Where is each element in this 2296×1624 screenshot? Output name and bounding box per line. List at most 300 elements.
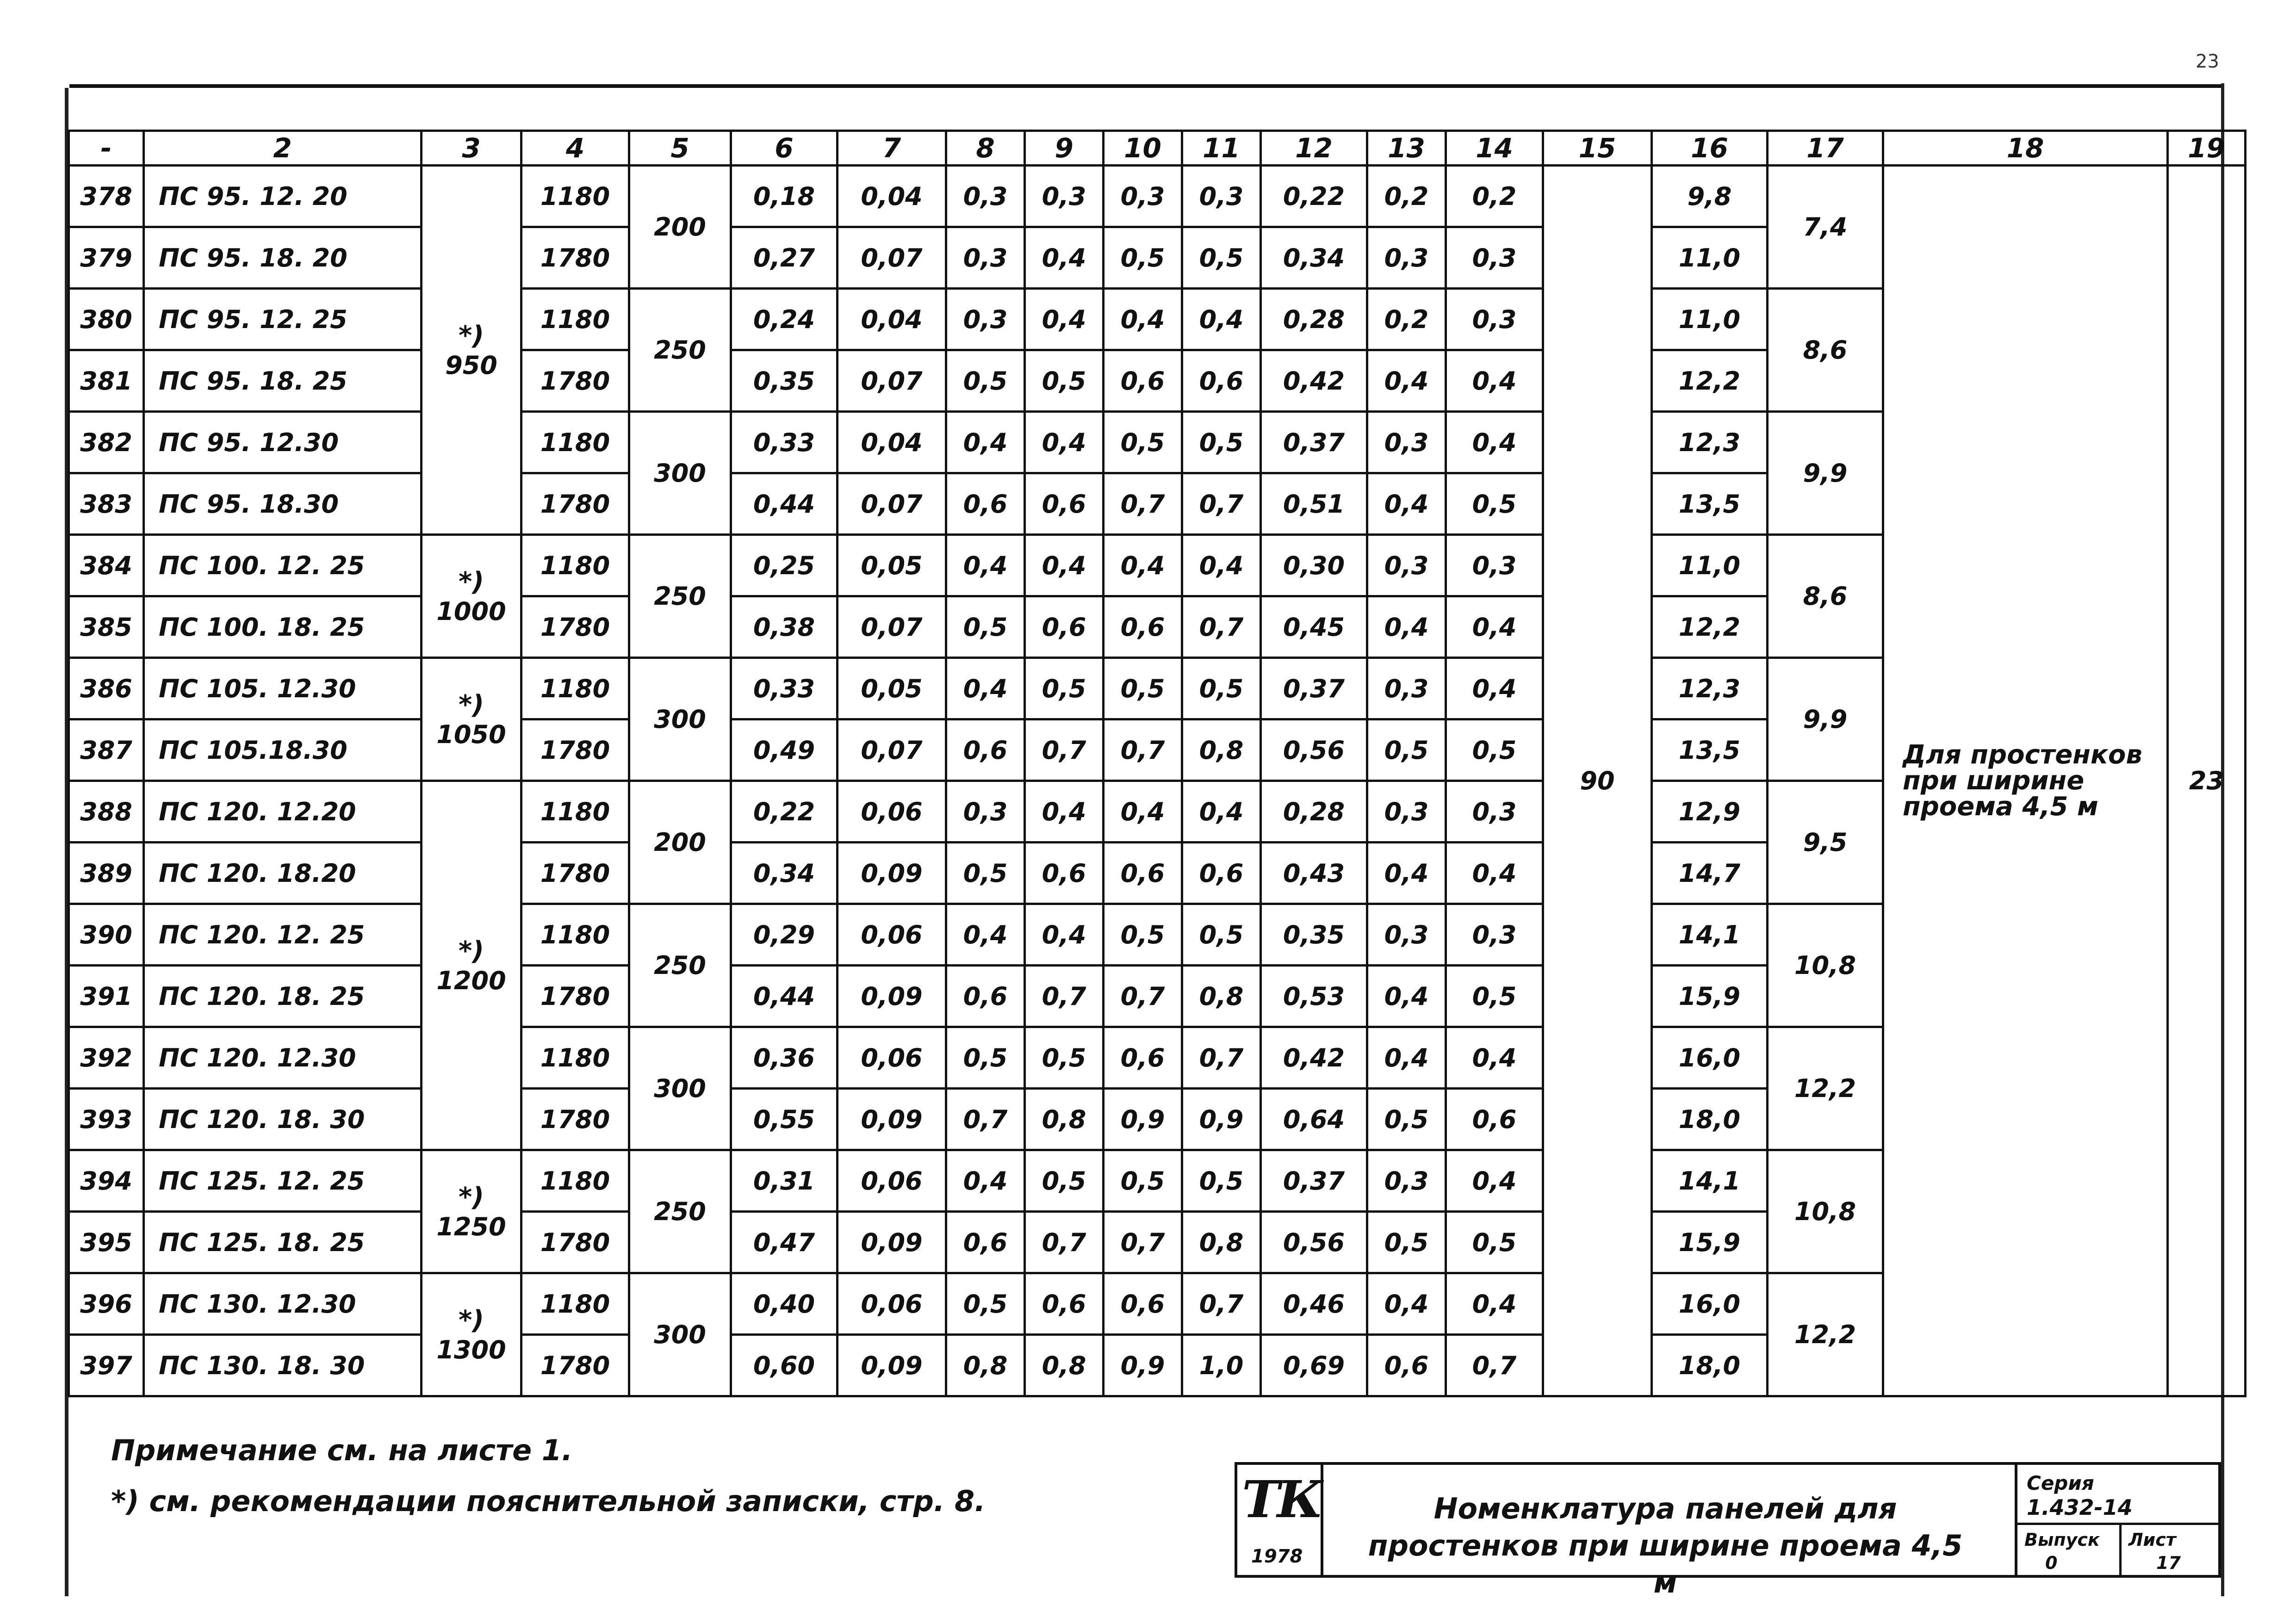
c9-value: 0,4 [1025,904,1104,966]
c7-value: 0,09 [838,1089,946,1150]
c11-value: 0,6 [1182,350,1261,412]
footnote-star: *) [459,1182,484,1212]
c12-value: 0,51 [1261,473,1367,535]
stamp-sheet: 17 [2156,1553,2181,1573]
row-number: 388 [69,781,144,843]
notes [111,1425,986,1527]
col3-value: 1250 [436,1212,506,1241]
c11-value: 0,8 [1182,1212,1261,1273]
row-number: 393 [69,1089,144,1150]
col16-value: 18,0 [1652,1089,1768,1150]
col3-value: 1000 [436,596,506,626]
col4-value: 1180 [521,289,629,350]
c6-value: 0,49 [731,719,838,781]
c7-value: 0,04 [838,412,946,473]
c12-value: 0,30 [1261,535,1367,596]
c7-value: 0,07 [838,350,946,412]
row-number: 378 [69,166,144,227]
c13-value: 0,5 [1367,1212,1446,1273]
stamp-divider-vertical [2119,1523,2122,1575]
c6-value: 0,27 [731,227,838,289]
c7-value: 0,07 [838,596,946,658]
c7-value: 0,07 [838,473,946,535]
col16-value: 13,5 [1652,719,1768,781]
header-cell-8: 8 [946,131,1025,166]
col17-group: 9,9 [1768,412,1883,535]
col5-group: 200 [629,166,731,289]
c14-value: 0,4 [1446,658,1543,719]
c8-value: 0,6 [946,966,1025,1027]
c7-value: 0,05 [838,535,946,596]
c9-value: 0,7 [1025,719,1104,781]
c9-value: 0,5 [1025,350,1104,412]
c10-value: 0,5 [1104,412,1182,473]
c9-value: 0,6 [1025,1273,1104,1335]
row-number: 390 [69,904,144,966]
c14-value: 0,4 [1446,1150,1543,1212]
footnote-star: *) [459,936,484,966]
c8-value: 0,3 [946,166,1025,227]
c6-value: 0,44 [731,473,838,535]
c11-value: 0,5 [1182,412,1261,473]
stamp-sheet-label: Лист [2128,1530,2176,1550]
col16-value: 18,0 [1652,1335,1768,1396]
header-cell-18: 18 [1883,131,2168,166]
c11-value: 0,5 [1182,658,1261,719]
c11-value: 0,4 [1182,781,1261,843]
c11-value: 0,3 [1182,166,1261,227]
col3-group [422,658,521,781]
c12-value: 0,45 [1261,596,1367,658]
c14-value: 0,4 [1446,412,1543,473]
c8-value: 0,5 [946,1027,1025,1089]
panel-mark: ПС 95. 18. 25 [144,350,422,412]
c11-value: 0,5 [1182,227,1261,289]
c10-value: 0,5 [1104,1150,1182,1212]
c10-value: 0,9 [1104,1335,1182,1396]
col4-value: 1780 [521,473,629,535]
c12-value: 0,34 [1261,227,1367,289]
footnote-star: *) [459,320,484,351]
col4-value: 1780 [521,719,629,781]
panel-spec-table [68,130,2246,1397]
c11-value: 0,6 [1182,843,1261,904]
c6-value: 0,31 [731,1150,838,1212]
c7-value: 0,06 [838,1027,946,1089]
c12-value: 0,43 [1261,843,1367,904]
header-cell-5: 5 [629,131,731,166]
col5-group: 200 [629,781,731,904]
c6-value: 0,35 [731,350,838,412]
c7-value: 0,04 [838,289,946,350]
c11-value: 0,7 [1182,1273,1261,1335]
frame-top-line [69,84,2221,88]
c13-value: 0,3 [1367,535,1446,596]
c13-value: 0,3 [1367,658,1446,719]
table-header-row [69,131,2246,166]
c11-value: 1,0 [1182,1335,1261,1396]
c13-value: 0,2 [1367,289,1446,350]
row-number: 391 [69,966,144,1027]
c9-value: 0,4 [1025,412,1104,473]
panel-mark: ПС 120. 12.30 [144,1027,422,1089]
c9-value: 0,5 [1025,1027,1104,1089]
col16-value: 14,1 [1652,904,1768,966]
c7-value: 0,07 [838,227,946,289]
c9-value: 0,4 [1025,781,1104,843]
row-number: 381 [69,350,144,412]
c10-value: 0,7 [1104,719,1182,781]
c7-value: 0,09 [838,843,946,904]
col17-group: 7,4 [1768,166,1883,289]
c11-value: 0,8 [1182,719,1261,781]
col16-value: 12,2 [1652,350,1768,412]
c11-value: 0,4 [1182,535,1261,596]
c11-value: 0,5 [1182,904,1261,966]
panel-mark: ПС 125. 12. 25 [144,1150,422,1212]
col17-group: 10,8 [1768,904,1883,1027]
panel-mark: ПС 120. 18. 30 [144,1089,422,1150]
c6-value: 0,44 [731,966,838,1027]
panel-mark: ПС 95. 12.30 [144,412,422,473]
stamp-issue-label: Выпуск [2024,1530,2100,1550]
c8-value: 0,7 [946,1089,1025,1150]
c14-value: 0,5 [1446,719,1543,781]
col4-value: 1180 [521,412,629,473]
c7-value: 0,07 [838,719,946,781]
c13-value: 0,4 [1367,966,1446,1027]
col16-value: 12,9 [1652,781,1768,843]
col4-value: 1180 [521,781,629,843]
c13-value: 0,4 [1367,473,1446,535]
c10-value: 0,7 [1104,1212,1182,1273]
panel-mark: ПС 120. 18.20 [144,843,422,904]
header-cell-11: 11 [1182,131,1261,166]
note-line-1: Примечание см. на листе 1. [111,1433,573,1467]
c8-value: 0,5 [946,596,1025,658]
c14-value: 0,4 [1446,1027,1543,1089]
col18-note: Для простенков при ширине проема 4,5 м [1883,166,2168,1396]
col5-group: 250 [629,904,731,1027]
c14-value: 0,5 [1446,473,1543,535]
col3-group [422,535,521,658]
c7-value: 0,09 [838,1212,946,1273]
c10-value: 0,6 [1104,843,1182,904]
stamp-issue: 0 [2045,1553,2058,1573]
panel-mark: ПС 95. 18. 20 [144,227,422,289]
c14-value: 0,4 [1446,596,1543,658]
col16-value: 11,0 [1652,535,1768,596]
c8-value: 0,3 [946,227,1025,289]
row-number: 389 [69,843,144,904]
c14-value: 0,4 [1446,1273,1543,1335]
c8-value: 0,3 [946,781,1025,843]
panel-mark: ПС 105.18.30 [144,719,422,781]
panel-mark: ПС 120. 18. 25 [144,966,422,1027]
c13-value: 0,3 [1367,904,1446,966]
c11-value: 0,9 [1182,1089,1261,1150]
c13-value: 0,3 [1367,412,1446,473]
c11-value: 0,4 [1182,289,1261,350]
c8-value: 0,6 [946,1212,1025,1273]
c12-value: 0,35 [1261,904,1367,966]
c11-value: 0,7 [1182,473,1261,535]
col5-group: 250 [629,289,731,412]
stamp-right-block [2015,1465,2221,1575]
col4-value: 1780 [521,596,629,658]
c10-value: 0,3 [1104,166,1182,227]
c6-value: 0,55 [731,1089,838,1150]
col16-value: 14,7 [1652,843,1768,904]
header-cell-19: 19 [2168,131,2246,166]
c6-value: 0,33 [731,412,838,473]
panel-mark: ПС 95. 12. 20 [144,166,422,227]
header-cell-16: 16 [1652,131,1768,166]
c6-value: 0,29 [731,904,838,966]
c14-value: 0,2 [1446,166,1543,227]
c11-value: 0,7 [1182,1027,1261,1089]
col5-group: 300 [629,412,731,535]
header-cell-14: 14 [1446,131,1543,166]
panel-spec-table-container [68,130,2225,1388]
panel-mark: ПС 125. 18. 25 [144,1212,422,1273]
c10-value: 0,4 [1104,289,1182,350]
col17-group: 9,9 [1768,658,1883,781]
c12-value: 0,56 [1261,719,1367,781]
header-cell-2: 2 [144,131,422,166]
col4-value: 1780 [521,966,629,1027]
c7-value: 0,06 [838,904,946,966]
c8-value: 0,5 [946,1273,1025,1335]
panel-mark: ПС 130. 12.30 [144,1273,422,1335]
c14-value: 0,7 [1446,1335,1543,1396]
row-number: 387 [69,719,144,781]
col3-group [422,781,521,1150]
row-number: 383 [69,473,144,535]
c14-value: 0,4 [1446,350,1543,412]
c9-value: 0,6 [1025,596,1104,658]
c7-value: 0,06 [838,781,946,843]
c6-value: 0,36 [731,1027,838,1089]
panel-mark: ПС 95. 18.30 [144,473,422,535]
c13-value: 0,6 [1367,1335,1446,1396]
col4-value: 1180 [521,904,629,966]
stamp-series-label: Серия [2027,1472,2094,1494]
col17-group: 12,2 [1768,1027,1883,1150]
row-number: 384 [69,535,144,596]
c12-value: 0,28 [1261,289,1367,350]
c6-value: 0,25 [731,535,838,596]
col3-value: 1200 [436,966,506,995]
header-cell-3: 3 [422,131,521,166]
c9-value: 0,8 [1025,1089,1104,1150]
c6-value: 0,60 [731,1335,838,1396]
c10-value: 0,7 [1104,473,1182,535]
table-row [69,166,2246,227]
c13-value: 0,2 [1367,166,1446,227]
c12-value: 0,28 [1261,781,1367,843]
stamp-series: 1.432-14 [2027,1495,2133,1520]
panel-mark: ПС 95. 12. 25 [144,289,422,350]
c9-value: 0,7 [1025,1212,1104,1273]
col16-value: 15,9 [1652,966,1768,1027]
panel-mark: ПС 100. 18. 25 [144,596,422,658]
footnote-star: *) [459,689,484,720]
c6-value: 0,22 [731,781,838,843]
header-cell-10: 10 [1104,131,1182,166]
col4-value: 1780 [521,1089,629,1150]
panel-mark: ПС 100. 12. 25 [144,535,422,596]
c12-value: 0,56 [1261,1212,1367,1273]
c10-value: 0,5 [1104,904,1182,966]
header-cell-7: 7 [838,131,946,166]
c13-value: 0,4 [1367,596,1446,658]
c12-value: 0,37 [1261,1150,1367,1212]
col5-group: 300 [629,1273,731,1396]
col16-value: 14,1 [1652,1150,1768,1212]
stamp-tk-logo: ТК [1242,1469,1321,1529]
c7-value: 0,05 [838,658,946,719]
col4-value: 1780 [521,1335,629,1396]
c13-value: 0,4 [1367,1273,1446,1335]
c9-value: 0,4 [1025,289,1104,350]
c6-value: 0,18 [731,166,838,227]
c9-value: 0,3 [1025,166,1104,227]
c11-value: 0,8 [1182,966,1261,1027]
c12-value: 0,22 [1261,166,1367,227]
col19-value: 23 [2168,166,2246,1396]
col3-group [422,1150,521,1273]
c13-value: 0,5 [1367,1089,1446,1150]
col4-value: 1180 [521,535,629,596]
c14-value: 0,3 [1446,227,1543,289]
c13-value: 0,5 [1367,719,1446,781]
row-number: 392 [69,1027,144,1089]
col17-group: 10,8 [1768,1150,1883,1273]
stamp-year: 1978 [1251,1546,1303,1567]
col5-group: 300 [629,1027,731,1150]
row-number: 395 [69,1212,144,1273]
col5-group: 250 [629,1150,731,1273]
col17-group: 9,5 [1768,781,1883,904]
col16-value: 12,2 [1652,596,1768,658]
c11-value: 0,5 [1182,1150,1261,1212]
c8-value: 0,5 [946,350,1025,412]
c8-value: 0,5 [946,843,1025,904]
c6-value: 0,47 [731,1212,838,1273]
col17-group: 12,2 [1768,1273,1883,1396]
c7-value: 0,09 [838,966,946,1027]
c12-value: 0,53 [1261,966,1367,1027]
c10-value: 0,6 [1104,1027,1182,1089]
c6-value: 0,34 [731,843,838,904]
c12-value: 0,46 [1261,1273,1367,1335]
col4-value: 1180 [521,166,629,227]
c12-value: 0,37 [1261,412,1367,473]
panel-mark: ПС 105. 12.30 [144,658,422,719]
c10-value: 0,4 [1104,535,1182,596]
col4-value: 1180 [521,1027,629,1089]
c9-value: 0,6 [1025,843,1104,904]
c7-value: 0,09 [838,1335,946,1396]
col16-value: 9,8 [1652,166,1768,227]
row-number: 379 [69,227,144,289]
c14-value: 0,5 [1446,966,1543,1027]
c12-value: 0,37 [1261,658,1367,719]
col4-value: 1780 [521,1212,629,1273]
header-cell-15: 15 [1543,131,1652,166]
col16-value: 12,3 [1652,658,1768,719]
header-cell-1: - [69,131,144,166]
c8-value: 0,4 [946,1150,1025,1212]
col5-group: 300 [629,658,731,781]
c8-value: 0,4 [946,904,1025,966]
col16-value: 13,5 [1652,473,1768,535]
col16-value: 11,0 [1652,289,1768,350]
c6-value: 0,40 [731,1273,838,1335]
col3-value: 1300 [436,1335,506,1364]
c13-value: 0,4 [1367,1027,1446,1089]
panel-mark: ПС 120. 12. 25 [144,904,422,966]
c10-value: 0,4 [1104,781,1182,843]
row-number: 386 [69,658,144,719]
row-number: 396 [69,1273,144,1335]
col17-group: 8,6 [1768,535,1883,658]
c10-value: 0,6 [1104,1273,1182,1335]
c8-value: 0,4 [946,658,1025,719]
c8-value: 0,4 [946,412,1025,473]
c7-value: 0,06 [838,1273,946,1335]
c10-value: 0,6 [1104,350,1182,412]
c12-value: 0,69 [1261,1335,1367,1396]
panel-mark: ПС 120. 12.20 [144,781,422,843]
stamp-title: Номенклатура панелей для простенков при ширине проема 4,5 м [1368,1492,1963,1599]
c12-value: 0,42 [1261,350,1367,412]
row-number: 385 [69,596,144,658]
c6-value: 0,24 [731,289,838,350]
header-cell-13: 13 [1367,131,1446,166]
stamp-tk-box [1237,1465,1323,1575]
c14-value: 0,3 [1446,904,1543,966]
c14-value: 0,4 [1446,843,1543,904]
c6-value: 0,33 [731,658,838,719]
c9-value: 0,6 [1025,473,1104,535]
footnote-star: *) [459,566,484,597]
c14-value: 0,5 [1446,1212,1543,1273]
col16-value: 12,3 [1652,412,1768,473]
c14-value: 0,3 [1446,535,1543,596]
row-number: 380 [69,289,144,350]
col3-group [422,166,521,535]
header-cell-12: 12 [1261,131,1367,166]
c14-value: 0,3 [1446,781,1543,843]
col3-value: 1050 [436,719,506,749]
col4-value: 1180 [521,1150,629,1212]
c8-value: 0,3 [946,289,1025,350]
panel-mark: ПС 130. 18. 30 [144,1335,422,1396]
c13-value: 0,3 [1367,1150,1446,1212]
col3-value: 950 [445,350,497,380]
header-cell-17: 17 [1768,131,1883,166]
row-number: 397 [69,1335,144,1396]
c9-value: 0,4 [1025,227,1104,289]
col4-value: 1780 [521,350,629,412]
c13-value: 0,4 [1367,843,1446,904]
c8-value: 0,6 [946,473,1025,535]
col17-group: 8,6 [1768,289,1883,412]
c8-value: 0,6 [946,719,1025,781]
col4-value: 1180 [521,658,629,719]
